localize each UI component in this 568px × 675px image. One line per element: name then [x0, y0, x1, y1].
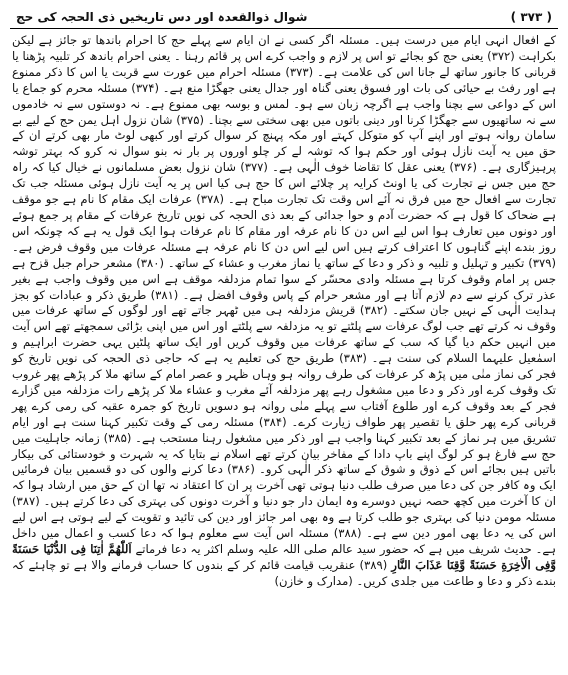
running-title: شوال ذوالقعدہ اور دس تاریخیں ذی الحجہ کی حج — [16, 10, 308, 24]
page-header — [10, 6, 558, 29]
arabic-quote: اَللّٰھُمَّ اٰتِنَا فِی الدُّنْیَا حَسَنَةً وَّفِی الْاٰخِرَةِ حَسَنَةً وَّقِنَا عَذَابَ النَّارِ — [12, 542, 556, 572]
closing-note: (۳۸۹) عنقریب قیامت قائم کر کے بندوں کا حساب فرمانے والا ہے تو چاہئے کہ بندے ذکر و دعا و طاعت میں جلدی کریں۔ (مدارک و خازن) — [12, 557, 556, 588]
commentary-paragraph: کے افعال انہی ایام میں درست ہیں۔ مسئلہ اگر کسی نے ان ایام سے پہلے حج کا احرام باندھا تو جائز ہے لیکن بکراہت (۳۷۲) یعنی حج کو بجائے تو اس پر لازم و واجب کرے اس پر قائم رہنا ۔ یعنی احرام باندھ کر تلبیہ پڑھنا یا قربانی کا جانور ساتھ لے جانا اس کی علامت ہے۔ (۳۷۳) مسئلہ احرام میں عورت سے قربت یا اس کا ذکر ممنوع ہے اور رفث بے حیائی کی بات اور فسوق یعنی گناہ اور جدال یعنی جھگڑا منع ہے۔ (۳۷۴) مسئلہ محرم کو جماع یا اس کے دواعی سے بچنا واجب ہے اگرچہ زبان سے ہو۔ لمس و بوسہ بھی ممنوع ہے۔ نہ دوستوں سے نہ خادموں سے نہ ساتھیوں سے جھگڑا کرنا اور دینی باتوں میں بھی سختی سے بچنا۔ (۳۷۵) شان نزول اہل یمن حج کے لیے بے سامان روانہ ہوتے اور اپنے آپ کو متوکل کہتے اور مکہ پہنچ کر سوال کرتے اور کبھی لوٹ مار بھی کرتے ان کے حق میں یہ آیت نازل ہوئی اور حکم ہوا کہ توشہ لے کر چلو اوروں پر بار نہ بنو سوال نہ کرو کہ بہتر توشہ پرہیزگاری ہے۔ (۳۷۶) یعنی عقل کا تقاضا خوف الٰہی ہے۔ (۳۷۷) شان نزول بعض مسلمانوں نے خیال کیا کہ راہ حج میں جس نے تجارت کی یا اونٹ کرایہ پر چلائے اس کا حج ہی کیا اس پر یہ آیت نازل ہوئی مسئلہ جب تک تجارت سے افعال حج میں فرق نہ آئے اس وقت تک تجارت مباح ہے۔ (۳۷۸) عرفات ایک مقام کا نام ہے جو موقف ہے ضحاک کا قول ہے کہ حضرت آدم و حوا جدائی کے بعد ذی الحجہ کی نویں تاریخ عرفات کے مقام پر جمع ہوئے اور دونوں میں تعارف ہوا اس لیے اس دن کا نام عرفہ اور مقام کا نام عرفات ہوا ایک قول یہ ہے کہ چونکہ اس روز بندے اپنے گناہوں کا اعتراف کرتے ہیں اس لیے اس دن کا نام عرفہ ہے مسئلہ عرفات میں وقوف فرض ہے۔ (۳۷۹) تکبیر و تہلیل و تلبیہ و ذکر و دعا کے ساتھ یا نماز مغرب و عشاء کے ساتھ۔ (۳۸۰) مشعر حرام جبل قزح ہے جس پر امام وقوف کرتا ہے مسئلہ وادی محسّر کے سوا تمام مزدلفہ موقف ہے اس میں وقوف واجب ہے بغیر عذر ترک کرنے سے دم لازم آتا ہے اور مشعر حرام کے پاس وقوف افضل ہے۔ (۳۸۱) طریق ذکر و عبادات کو بجز ہدایت الٰہی کے نہیں جان سکتے۔ (۳۸۲) قریش مزدلفہ ہی میں ٹھہر جاتے تھے اور لوگوں کے ساتھ عرفات میں وقوف نہ کرتے تھے جب لوگ عرفات سے پلٹتے تو یہ مزدلفہ سے پلٹتے اور اس میں اپنی بڑائی سمجھتے تھے اس آیت میں انہیں حکم دیا گیا کہ سب کے ساتھ عرفات میں وقوف کریں اور ایک ساتھ پلٹیں یہی حضرت ابراہیم و اسمٰعیل علیہما السلام کی سنت ہے۔ (۳۸۳) طریق حج کی تعلیم یہ ہے کہ حاجی ذی الحجہ کی نویں تاریخ کو فجر کی نماز منٰی میں پڑھ کر عرفات کی طرف روانہ ہو وہاں ظہر و عصر امام کے ساتھ ملا کر پڑھے پھر غروب تک وقوف کرے اور ذکر و دعا میں مشغول رہے پھر مزدلفہ آئے مغرب و عشاء ملا کر پڑھے رات مزدلفہ میں گزارے فجر کے بعد وقوف کرے اور طلوع آفتاب سے پہلے منٰی روانہ ہو دسویں تاریخ کو جمرہ عقبہ کی رمی کرے پھر قربانی کرے پھر حلق یا تقصیر پھر طواف زیارت کرے۔ (۳۸۴) مسئلہ رمی کے وقت تکبیر کہنا سنت ہے اور ایام تشریق میں ہر نماز کے بعد تکبیر کہنا واجب ہے اور ذکر میں مشغول رہنا مستحب ہے۔ (۳۸۵) زمانہ جاہلیت میں حج سے فارغ ہو کر لوگ اپنے باپ دادا کے مفاخر بیان کرتے تھے اسلام نے بتایا کہ یہ شہرت و خودستائی کی بیکار باتیں ہیں بجائے اس کے ذوق و شوق کے ساتھ ذکر الٰہی کرو۔ (۳۸۶) دعا کرنے والوں کی دو قسمیں بیان فرمائیں ایک وہ کافر جن کی دعا میں صرف طلب دنیا ہوتی تھی آخرت پر ان کا اعتقاد نہ تھا ان کے حق میں ارشاد ہوا کہ ان کا آخرت میں کچھ حصہ نہیں دوسرے وہ ایمان دار جو دنیا و آخرت دونوں کی بہتری کی دعا کرتے ہیں۔ (۳۸۷) مسئلہ مومن دنیا کی بہتری جو طلب کرتا ہے وہ بھی امر جائز اور دین کی تائید و تقویت کے لیے ہوتی ہے اس لیے اس کی یہ دعا بھی امور دین سے ہے۔ (۳۸۸) مسئلہ اس آیت سے معلوم ہوا کہ دعا کسب و اعمال میں داخل ہے۔ حدیث شریف میں ہے کہ حضور سید عالم صلی اللہ علیہ وسلم اکثر یہ دعا فرماتے — [12, 33, 557, 556]
page-number: ( ۳۷۳ ) — [510, 10, 552, 24]
commentary-text — [10, 33, 558, 590]
